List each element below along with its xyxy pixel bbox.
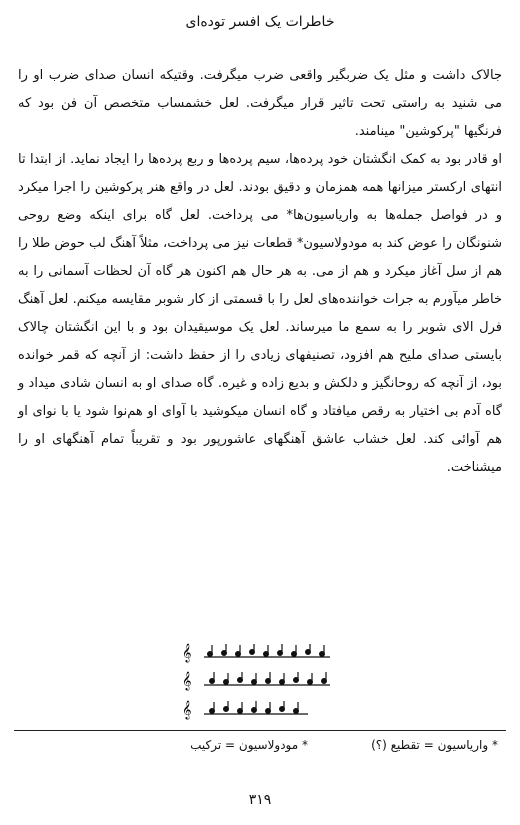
running-header: خاطرات یک افسر توده‌ای (185, 14, 335, 30)
footnote-rule (14, 730, 506, 731)
music-notation-line-2 (180, 669, 340, 691)
svg-text:𝄞: 𝄞 (182, 643, 192, 662)
music-notation-line-1 (180, 641, 340, 663)
svg-text:𝄞: 𝄞 (182, 671, 192, 690)
music-notation-line-3 (180, 698, 340, 720)
body-text (18, 62, 502, 482)
music-notation-figure-3 (180, 698, 340, 720)
music-notation-figure-2 (180, 669, 340, 691)
footnote-modulation: * مودولاسیون = ترکیب (190, 738, 308, 752)
svg-text:𝄞: 𝄞 (182, 700, 192, 719)
music-notation-figure-1 (180, 641, 340, 663)
footnote-variation: * واریاسیون = تقطیع (؟) (371, 738, 498, 752)
page-number: ۳۱۹ (248, 792, 272, 808)
paragraph-1: جالاک داشت و مثل یک ضربگیر واقعی ضرب میگرفت. وقتیکه انسان صدای ضرب او را می شنید به راستی تحت تاثیر قرار میگرفت. لعل خشمساب متخصص آن فن بود که فرنگیها "پرکوشین" مینامند. (18, 68, 502, 139)
paragraph-2: او قادر بود به کمک انگشتان خود پرده‌ها، سیم پرده‌ها و ربع پرده‌ها را ایجاد نماید. از ابتدا تا انتهای ارکستر میزانها همه همزمان و دقیق بودند. لعل در واقع هنر پرکوشین را اجرا میکرد و در فواصل جمله‌ها به واریاسیون‌ها* می پرداخت. لعل گاه برای اینکه وضع روحی شنونگان را عوض کند به مودولاسیون* قطعات نیز می پرداخت، مثلاً آهنگ لب حوض طلا را هم از سل آغاز میکرد و هم از می. به هر حال هم اکنون هر گاه آن لحظات آسمانی را به خاطر میآورم به جرات خواننده‌های لعل را با قسمتی از کار شوبر مقایسه میکنم. لعل آهنگ فرل الای شوبر را به سمع ما میرساند. لعل یک موسیقیدان بود و با این انگشتان چالاک بایستی صدای ملیح هم افزود، تصنیفهای زیادی را از حفظ داشت: از آنچه که قمر خوانده بود، از آنچه که روحانگیز و دلکش و بدیع زاده و غیره. گاه صدای او به انسان شادی میداد و گاه آدم بی اختیار به رقص میافتاد و گاه انسان میکوشید با آوای او هم‌نوا شود یا با نوای او هم آوائی کند. لعل خشاب عاشق آهنگهای عاشورپور بود و تقریباً تمام آهنگهای او را میشناخت. (18, 152, 502, 475)
